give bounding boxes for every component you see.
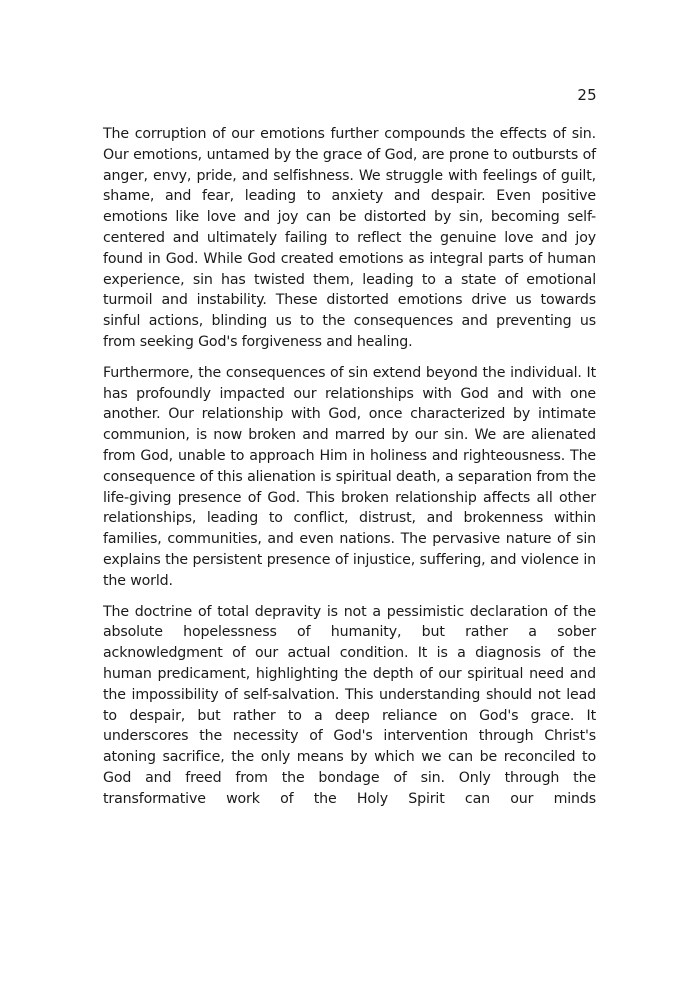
- body-text: [103, 124, 596, 820]
- paragraph-emotions: The corruption of our emotions further compounds the effects of sin. Our emotions, untamed by the grace of God, are prone to outbursts of anger, envy, pride, and selfishness. We struggle with feelings of guilt, shame, and fear, leading to anxiety and despair. Even positive emotions like love and joy can be distorted by sin, becoming self-centered and ultimately failing to reflect the genuine love and joy found in God. While God created emotions as integral parts of human experience, sin has twisted them, leading to a state of emotional turmoil and instability. These distorted emotions drive us towards sinful actions, blinding us to the consequences and preventing us from seeking God's forgiveness and healing.: [103, 126, 596, 350]
- paragraph-total-depravity: The doctrine of total depravity is not a pessimistic declaration of the absolute hopelessness of humanity, but rather a sober acknowledgment of our actual condition. It is a diagnosis of the human predicament, highlighting the depth of our spiritual need and the impossibility of self-salvation. This understanding should not lead to despair, but rather to a deep reliance on God's grace. It underscores the necessity of God's intervention through Christ's atoning sacrifice, the only means by which we can be reconciled to God and freed from the bondage of sin. Only through the transformative work of the Holy Spirit can our minds: [103, 603, 596, 807]
- paragraph-relationships: Furthermore, the consequences of sin extend beyond the individual. It has profoundly impacted our relationships with God and with one another. Our relationship with God, once characterized by intimate communion, is now broken and marred by our sin. We are alienated from God, unable to approach Him in holiness and righteousness. The consequence of this alienation is spiritual death, a separation from the life-giving presence of God. This broken relationship affects all other relationships, leading to conflict, distrust, and brokenness within families, communities, and even nations. The pervasive nature of sin explains the persistent presence of injustice, suffering, and violence in the world.: [103, 364, 596, 589]
- page-number: 25: [577, 86, 597, 104]
